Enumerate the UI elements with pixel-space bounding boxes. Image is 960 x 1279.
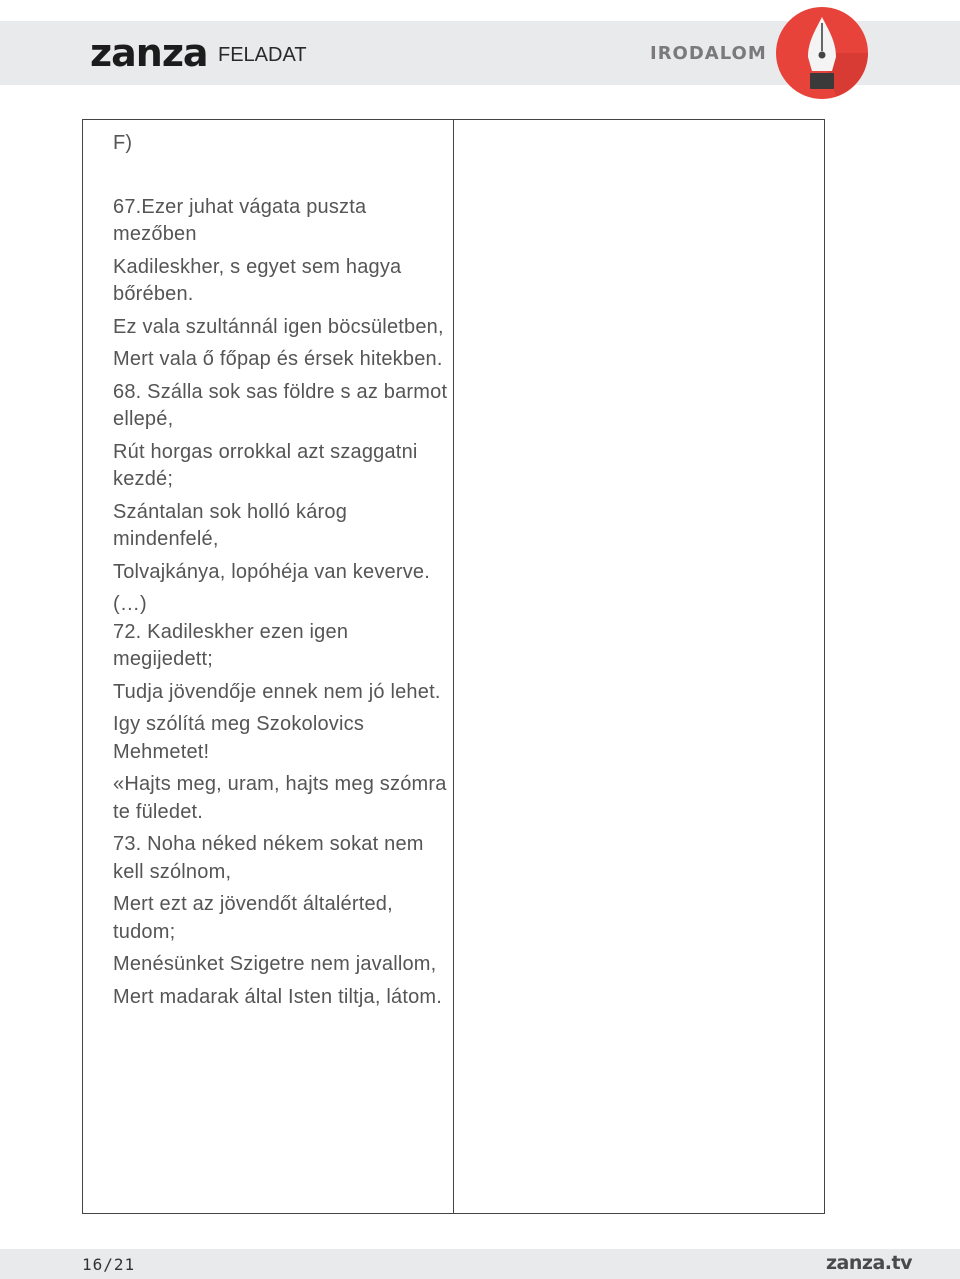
subject-label: IRODALOM	[650, 43, 767, 64]
answer-column	[454, 120, 824, 1213]
section-label: FELADAT	[218, 44, 307, 66]
task-marker: F)	[113, 132, 133, 154]
verse-line: Szántalan sok holló károg mindenfelé,	[113, 500, 348, 550]
verse-line: Tolvajkánya, lopóhéja van keverve.	[113, 560, 430, 583]
zanza-logo: zanza	[90, 31, 208, 75]
verse-line: Rút horgas orrokkal azt szaggatni kezdé;	[113, 440, 418, 490]
verse-line: 68. Szálla sok sas földre s az barmot ellepé,	[113, 380, 448, 430]
verse-line: Mert madarak által Isten tiltja, látom.	[113, 985, 443, 1008]
poem-column	[83, 120, 454, 1213]
verse-line: 72. Kadileskher ezen igen megijedett;	[113, 620, 349, 670]
verse-line: Igy szólítá meg Szokolovics Mehmetet!	[113, 713, 365, 763]
verse-line: «Hajts meg, uram, hajts meg szómra te füledet.	[113, 773, 447, 823]
zanza-tv-logo: zanza.tv	[826, 1252, 912, 1274]
verse-line: Mert ezt az jövendőt általérted, tudom;	[113, 893, 393, 943]
pen-grip	[810, 73, 834, 89]
verse-line: Kadileskher, s egyet sem hagya bőrében.	[113, 255, 402, 305]
verse-line: 73. Noha néked nékem sokat nem kell szólnom,	[113, 833, 424, 883]
verse-line: Menésünket Szigetre nem javallom,	[113, 953, 437, 975]
content-table	[82, 119, 825, 1214]
verse-line: 67.Ezer juhat vágata puszta mezőben	[113, 195, 367, 245]
fountain-pen-icon	[776, 7, 868, 99]
verse-line: Ez vala szultánnál igen böcsületben,	[113, 315, 444, 338]
page-footer	[0, 1249, 960, 1279]
verse-line: Tudja jövendője ennek nem jó lehet.	[113, 680, 441, 703]
verse-line: (…)	[113, 593, 147, 615]
verse-line: Mert vala ő főpap és érsek hitekben.	[113, 348, 443, 370]
page-number: 16/21	[82, 1255, 136, 1274]
